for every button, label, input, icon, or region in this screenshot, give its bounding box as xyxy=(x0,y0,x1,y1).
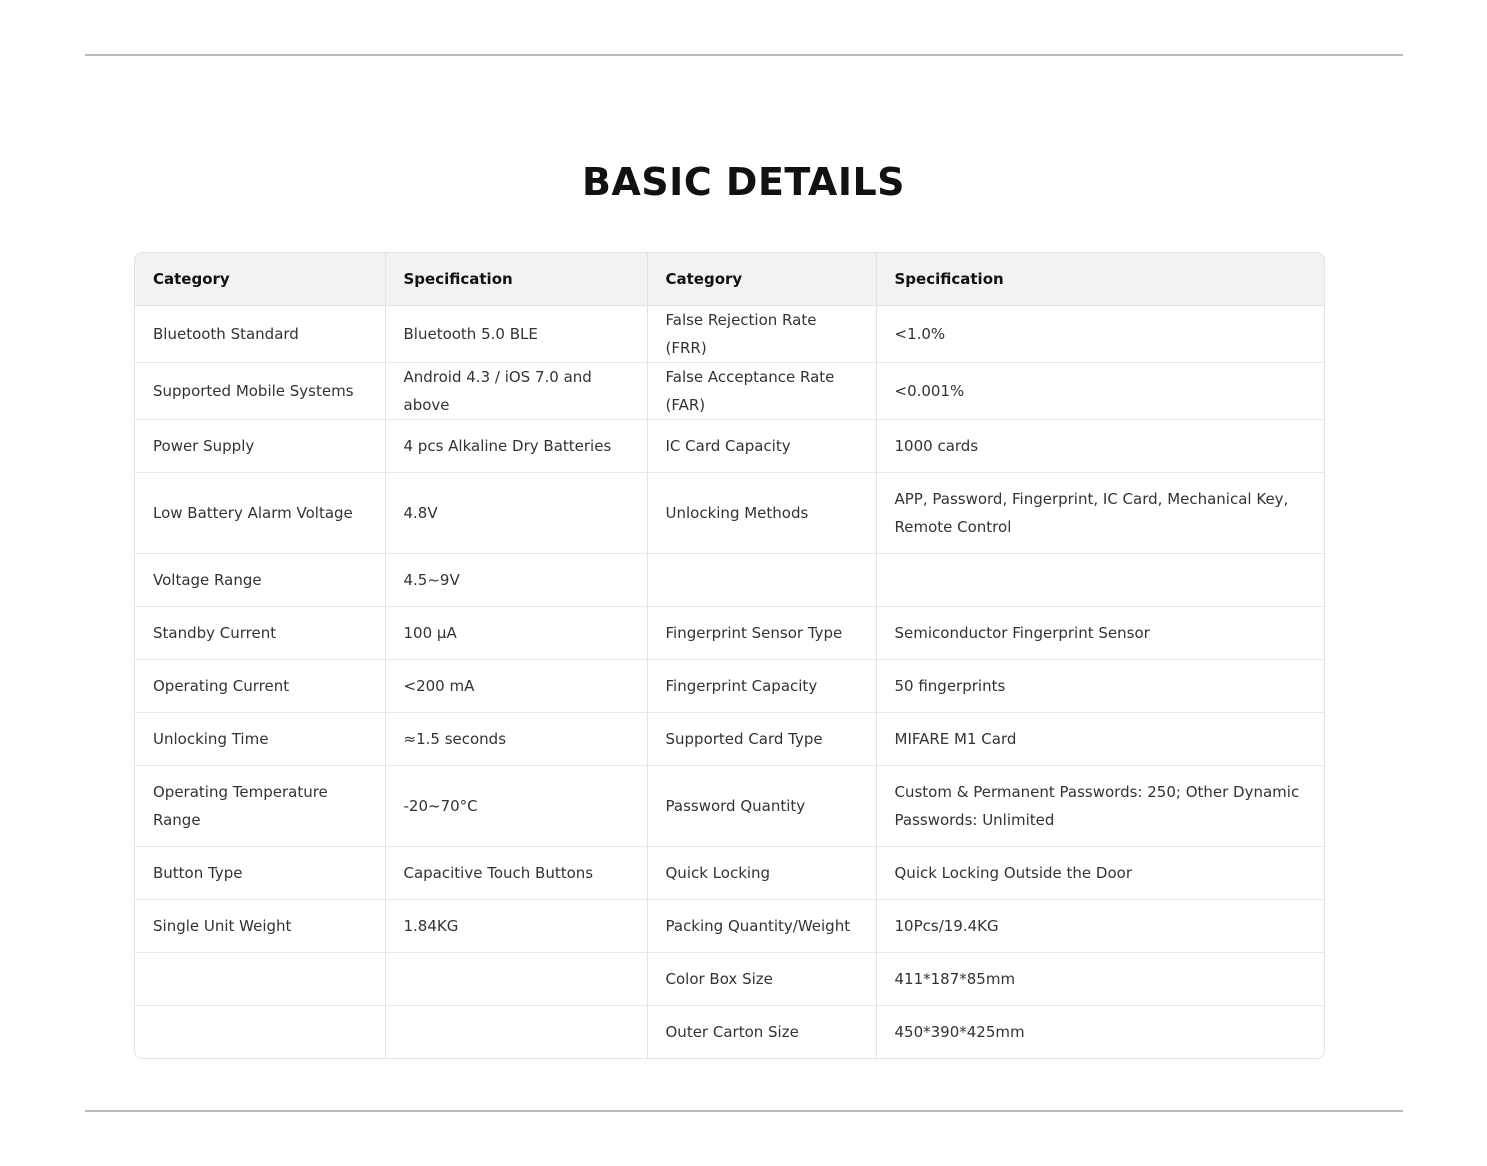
category-cell: Unlocking Time xyxy=(135,713,385,766)
specification-cell xyxy=(385,953,647,1006)
category-cell: Power Supply xyxy=(135,420,385,473)
page-title: BASIC DETAILS xyxy=(581,160,906,204)
category-cell: Button Type xyxy=(135,847,385,900)
specification-cell: Quick Locking Outside the Door xyxy=(876,847,1324,900)
category-cell: Operating Temperature Range xyxy=(135,766,385,847)
specification-cell: Semiconductor Fingerprint Sensor xyxy=(876,607,1324,660)
category-cell: Color Box Size xyxy=(647,953,876,1006)
table-row xyxy=(135,420,1324,473)
specification-cell: 1.84KG xyxy=(385,900,647,953)
specification-cell: 4.8V xyxy=(385,473,647,554)
specification-cell: 50 fingerprints xyxy=(876,660,1324,713)
specification-cell: -20~70°C xyxy=(385,766,647,847)
spec-table xyxy=(135,253,1324,1058)
header-category-right: Category xyxy=(647,253,876,306)
category-cell: Fingerprint Sensor Type xyxy=(647,607,876,660)
category-cell: Voltage Range xyxy=(135,554,385,607)
category-cell: IC Card Capacity xyxy=(647,420,876,473)
specification-cell: <0.001% xyxy=(876,363,1324,420)
specification-cell: <1.0% xyxy=(876,306,1324,363)
specification-cell: <200 mA xyxy=(385,660,647,713)
table-row xyxy=(135,363,1324,420)
category-cell: Operating Current xyxy=(135,660,385,713)
category-cell xyxy=(135,1006,385,1059)
category-cell: Supported Card Type xyxy=(647,713,876,766)
header-specification-left: Specification xyxy=(385,253,647,306)
header-category-left: Category xyxy=(135,253,385,306)
category-cell: Single Unit Weight xyxy=(135,900,385,953)
specification-cell xyxy=(876,554,1324,607)
specification-cell: 411*187*85mm xyxy=(876,953,1324,1006)
table-row xyxy=(135,607,1324,660)
category-cell: Quick Locking xyxy=(647,847,876,900)
specification-cell: 1000 cards xyxy=(876,420,1324,473)
category-cell xyxy=(647,554,876,607)
table-row xyxy=(135,766,1324,847)
category-cell: Fingerprint Capacity xyxy=(647,660,876,713)
spec-table-container xyxy=(134,252,1325,1059)
specification-cell: Capacitive Touch Buttons xyxy=(385,847,647,900)
specification-cell: 450*390*425mm xyxy=(894,1023,1025,1041)
category-cell: Low Battery Alarm Voltage xyxy=(135,473,385,554)
table-row xyxy=(135,900,1324,953)
specification-cell: 4.5~9V xyxy=(385,554,647,607)
table-row xyxy=(135,473,1324,554)
category-cell: Bluetooth Standard xyxy=(135,306,385,363)
table-row xyxy=(135,554,1324,607)
bottom-divider xyxy=(85,1110,1403,1112)
category-cell: Standby Current xyxy=(135,607,385,660)
category-cell: Password Quantity xyxy=(647,766,876,847)
category-cell: False Acceptance Rate (FAR) xyxy=(647,363,876,420)
table-row xyxy=(135,306,1324,363)
specification-cell: 100 μA xyxy=(385,607,647,660)
category-cell: Supported Mobile Systems xyxy=(135,363,385,420)
table-row xyxy=(135,660,1324,713)
specification-cell: ≈1.5 seconds xyxy=(385,713,647,766)
header-specification-right: Specification xyxy=(876,253,1324,306)
category-cell: Outer Carton Size xyxy=(647,1006,876,1059)
category-cell: Packing Quantity/Weight xyxy=(647,900,876,953)
specification-cell: Custom & Permanent Passwords: 250; Other Dynamic Passwords: Unlimited xyxy=(876,766,1324,847)
table-row xyxy=(135,713,1324,766)
specification-cell: 4 pcs Alkaline Dry Batteries xyxy=(385,420,647,473)
table-row xyxy=(135,1006,1324,1059)
table-row xyxy=(135,953,1324,1006)
category-cell: Unlocking Methods xyxy=(647,473,876,554)
specification-cell: Android 4.3 / iOS 7.0 and above xyxy=(385,363,647,420)
top-divider xyxy=(85,54,1403,56)
specification-cell: MIFARE M1 Card xyxy=(876,713,1324,766)
specification-cell: APP, Password, Fingerprint, IC Card, Mechanical Key, Remote Control xyxy=(876,473,1324,554)
category-cell xyxy=(135,953,385,1006)
specification-cell: 10Pcs/19.4KG xyxy=(876,900,1324,953)
table-row xyxy=(135,847,1324,900)
category-cell: False Rejection Rate (FRR) xyxy=(647,306,876,363)
specification-cell xyxy=(385,1006,647,1059)
table-header-row xyxy=(135,253,1324,306)
specification-cell: Bluetooth 5.0 BLE xyxy=(385,306,647,363)
